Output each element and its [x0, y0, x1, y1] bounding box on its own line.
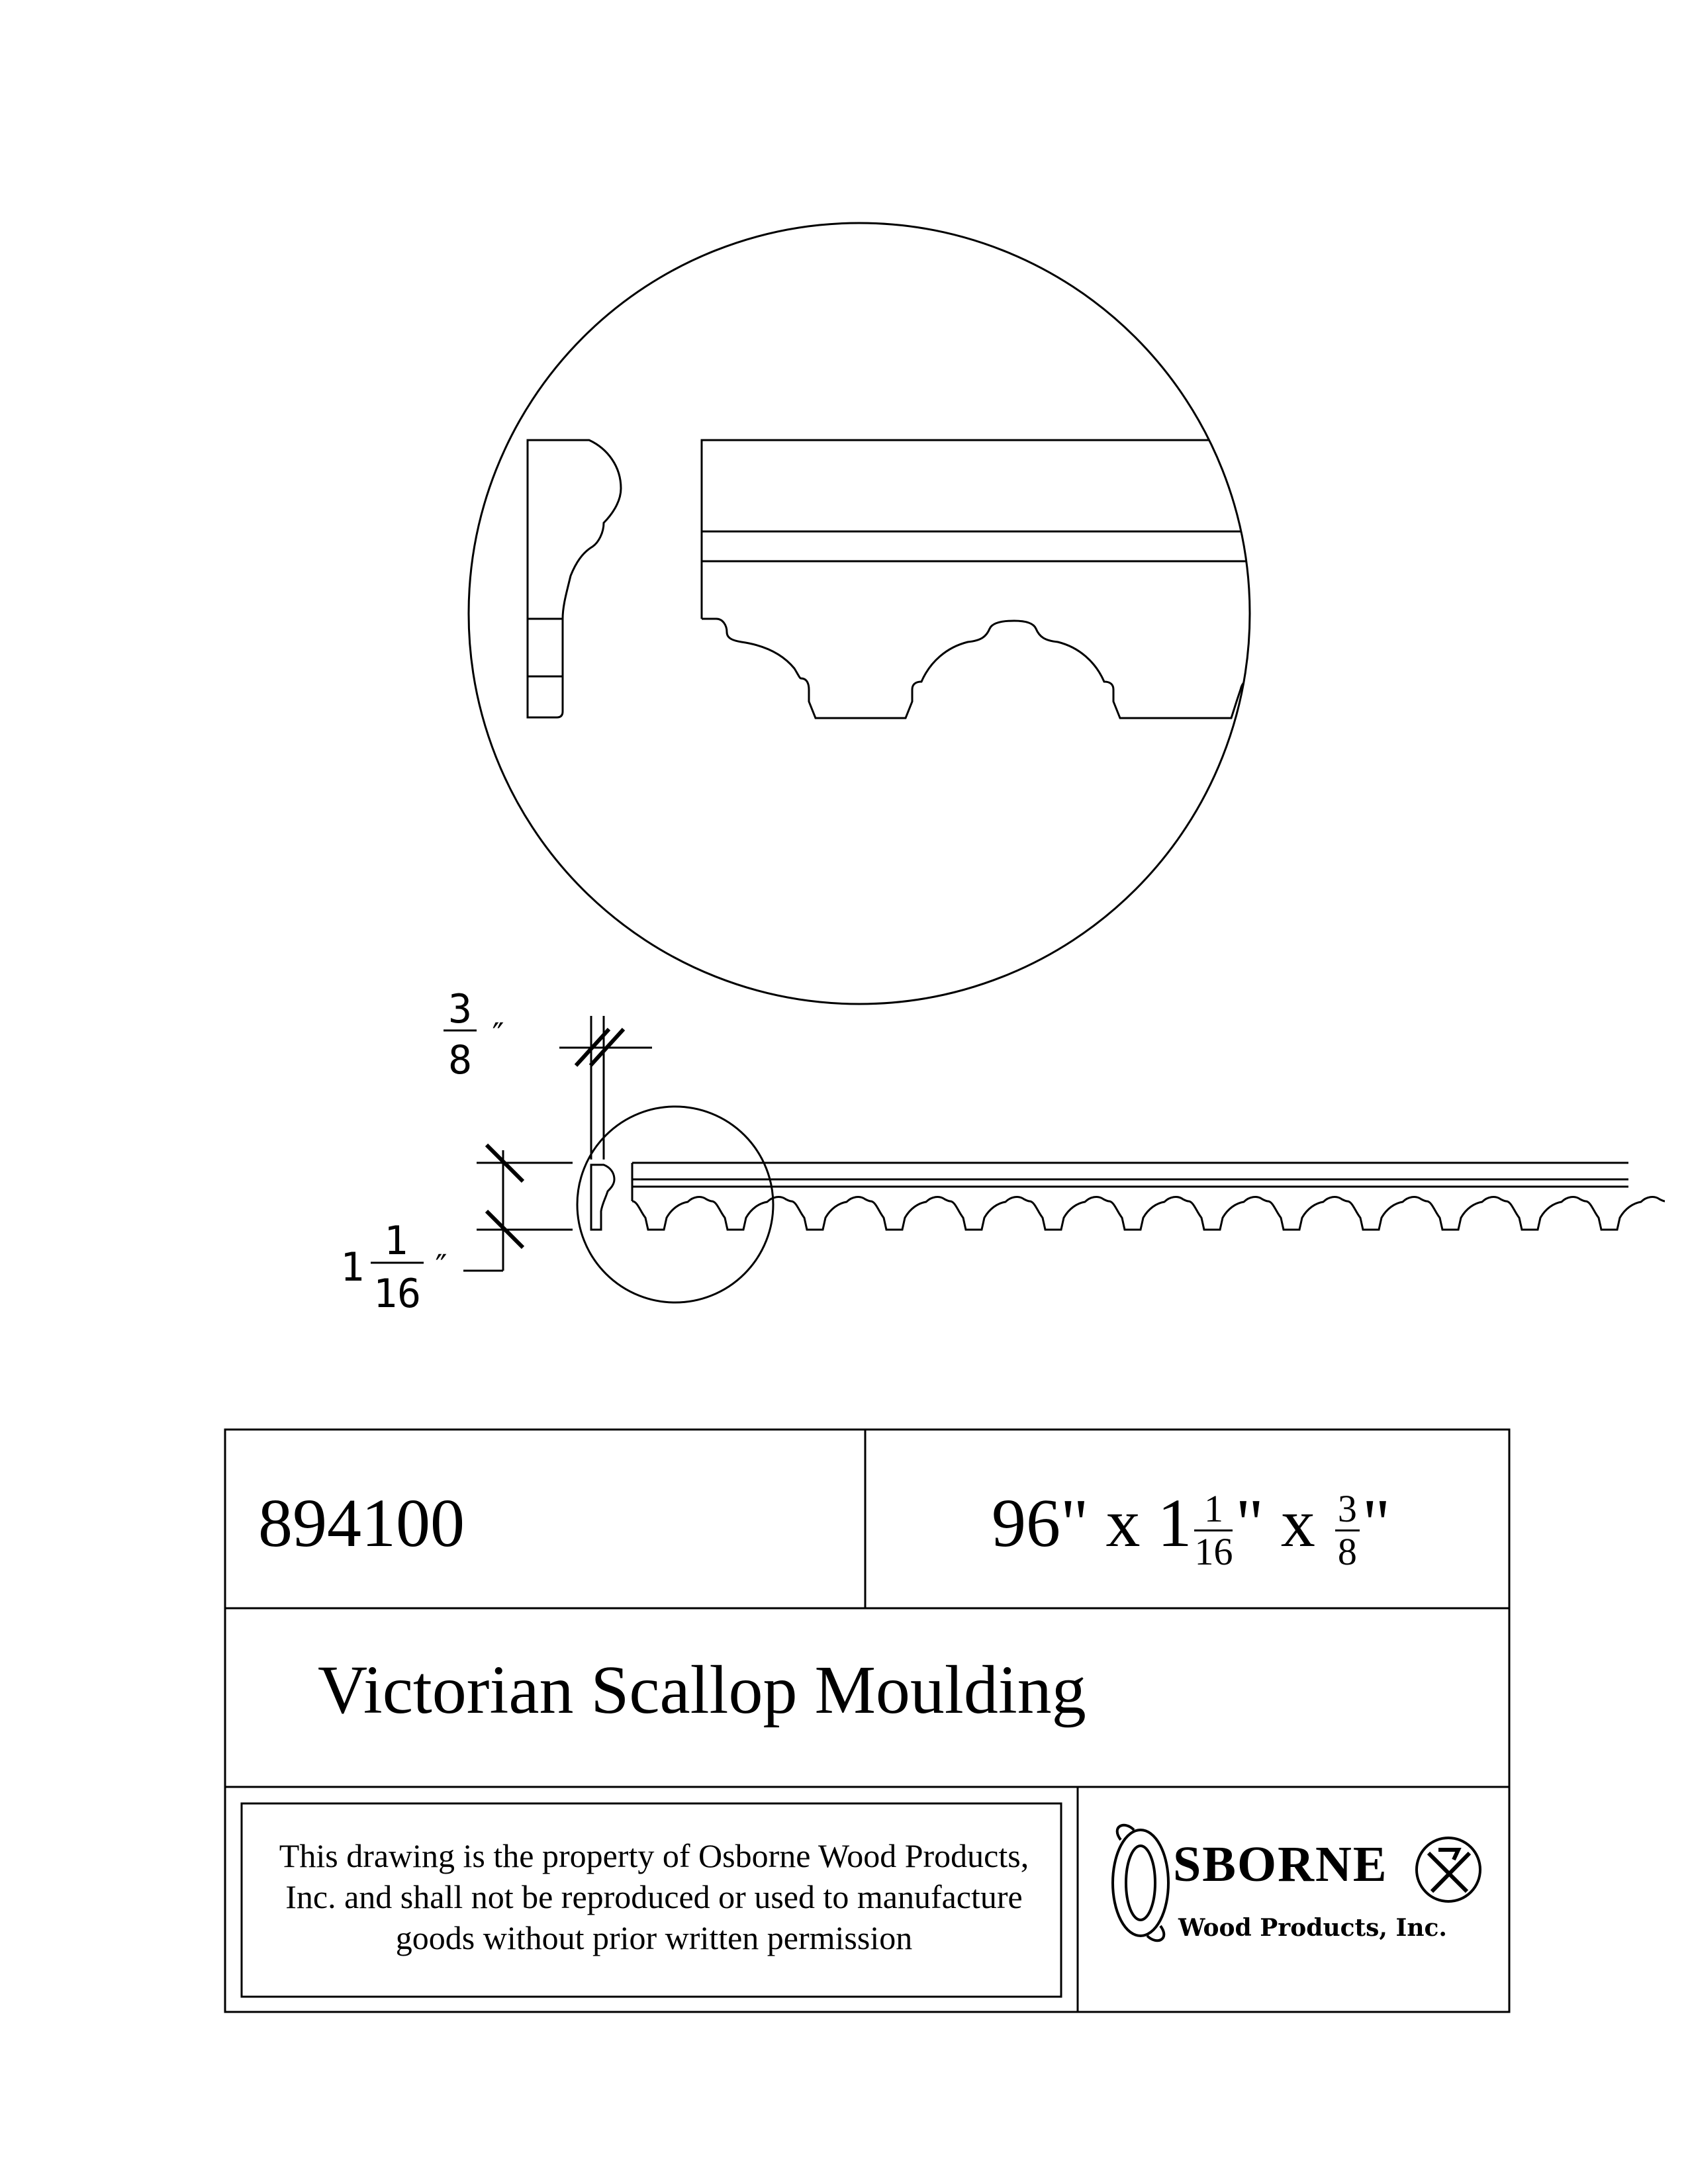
- size-height-unit: ": [1235, 1485, 1264, 1561]
- size-height-whole: 1: [1157, 1485, 1192, 1561]
- size-height-denominator: 16: [1194, 1529, 1233, 1573]
- size-thickness-unit: ": [1362, 1485, 1391, 1561]
- front-elevation: [702, 440, 1258, 718]
- logo-subtitle: Wood Products, Inc.: [1178, 1914, 1447, 1942]
- hammer-icon-ring: [1417, 1838, 1480, 1901]
- copyright-notice: [245, 1815, 1063, 1979]
- height-whole: 1: [340, 1244, 365, 1291]
- part-number: 894100: [258, 1485, 465, 1561]
- size-separator: x: [1105, 1485, 1141, 1561]
- dimension-thickness: [444, 986, 652, 1160]
- scallop-strip: [632, 1163, 1665, 1230]
- size-height-numerator: 1: [1194, 1490, 1233, 1531]
- logo-initial-inner: [1126, 1846, 1155, 1920]
- thickness-denominator: 8: [447, 1037, 473, 1083]
- title-block: [225, 1430, 1509, 2012]
- moulding-elevation: [577, 1107, 1665, 1302]
- detail-callout-circle: [577, 1107, 773, 1302]
- dimension-height: [340, 1145, 573, 1317]
- detail-circle: [469, 223, 1250, 1004]
- copyright-notice-text: This drawing is the property of Osborne Wood Products, Inc. and shall not be reproduced or used to manufacture goods without prior written permission: [279, 1837, 1029, 1956]
- thickness-unit: ″: [489, 1017, 508, 1054]
- size-thickness-denominator: 8: [1337, 1529, 1357, 1573]
- logo-initial-flourish: [1117, 1825, 1164, 1940]
- hammer-icon: [1429, 1850, 1470, 1891]
- height-unit: ″: [432, 1248, 451, 1285]
- size-separator: x: [1280, 1485, 1315, 1561]
- product-name: Victorian Scallop Moulding: [318, 1652, 1086, 1728]
- logo-wordmark: SBORNE: [1173, 1837, 1388, 1892]
- small-profile: [591, 1165, 614, 1230]
- detail-view: [469, 223, 1258, 1004]
- size-length: 96": [992, 1485, 1089, 1561]
- height-numerator: 1: [383, 1218, 408, 1264]
- size-label: [992, 1485, 1391, 1573]
- osborne-logo: [1104, 1813, 1501, 1985]
- size-thickness-numerator: 3: [1335, 1490, 1360, 1531]
- size-thickness-fraction: [1335, 1486, 1360, 1573]
- thickness-numerator: 3: [447, 986, 473, 1032]
- size-height-fraction: [1194, 1486, 1233, 1573]
- height-denominator: 16: [373, 1271, 422, 1317]
